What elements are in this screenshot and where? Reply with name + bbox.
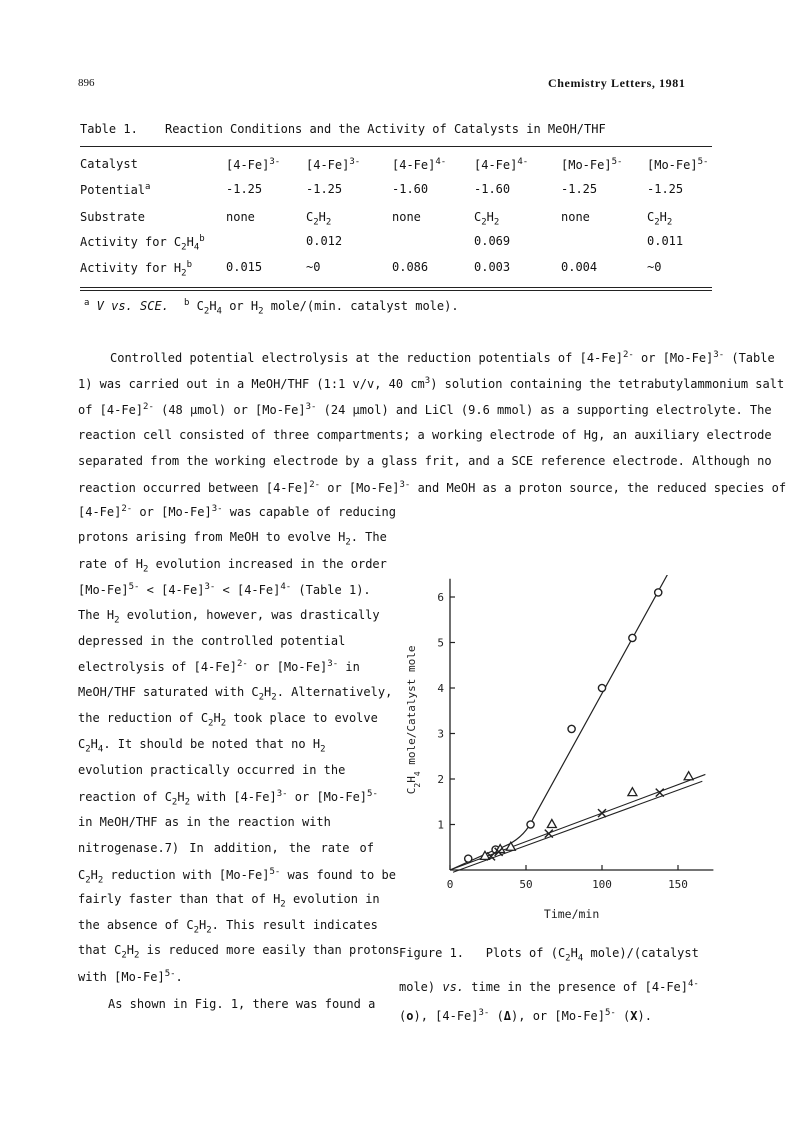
y-tick-label: 5 [437,636,444,650]
table-cell: $[4-Fe]^{4-}$ [474,157,529,172]
text-line: Controlled potential electrolysis at the reduction potentials of $[4-Fe]^{2-}$ or $[Mo-Fe]^{3-}$ (Table [110,350,775,365]
table-row-label: Activity for $C_2H_4^b$ [80,234,205,253]
table-cell: 0.012 [306,234,343,248]
table-cell: $C_2H_2$ [306,210,332,228]
table-cell: none [392,210,421,224]
text-line: reaction occurred between $[4-Fe]^{2-}$ or $[Mo-Fe]^{3-}$ and MeOH as a proton source, the reduced species of [78,480,787,495]
text-line: fairly faster than that of $H_2$ evolution in [78,892,380,910]
table-row-label: Potential$^a$ [80,182,151,197]
table-cell: $[4-Fe]^{3-}$ [226,157,281,172]
curve-4fe4 [450,575,669,870]
table-top-rule [80,146,712,147]
table-bottom-rule-2 [80,290,712,291]
x-tick-label: 50 [519,878,533,891]
text-line: of $[4-Fe]^{2-}$ (48 μmol) or $[Mo-Fe]^{3-}$ (24 μmol) and LiCl (9.6 mmol) as a supporting electrolyte. The [78,402,772,417]
footnote-a: V vs. SCE. [96,299,169,313]
x-tick-label: 150 [668,878,688,891]
y-tick-label: 4 [437,682,444,695]
y-tick-label: 1 [437,818,444,832]
footnote-b-mark: b [184,298,190,308]
marker-circle [568,725,575,732]
footnote-b: $C_2H_4$ or $H_2$ mole/(min. catalyst mole). [196,299,459,317]
x-tick-label: 100 [592,878,612,891]
table-cell: 0.015 [226,260,263,274]
text-line: the reduction of $C_2H_2$ took place to evolve [78,711,378,729]
marker-circle [465,855,472,862]
table-cell: 0.086 [392,260,429,274]
table-cell: $C_2H_2$ [474,210,500,228]
text-line: As shown in Fig. 1, there was found a [108,997,376,1011]
y-tick-label: 3 [437,727,444,741]
table-cell: 0.003 [474,260,511,274]
footnote-a-mark: a [84,298,90,308]
marker-circle [527,821,534,828]
table-cell: none [561,210,590,224]
table-cell: 0.069 [474,234,511,248]
text-line: reaction of $C_2H_2$ with $[4-Fe]^{3-}$ or $[Mo-Fe]^{5-}$ [78,789,378,808]
figure-caption: Figure 1. Plots of ($C_2H_4$ mole)/(catalyst mole) vs. time in the presence of $[4-Fe]^{4-}$ (o), $[4-Fe]^{3-}$ (Δ), or $[Mo-Fe]^{5-}$ (X). [399,946,699,1024]
page-number: 896 [78,77,95,89]
table-footnote-b [184,298,459,316]
text-line: that $C_2H_2$ is reduced more easily than protons [78,943,400,961]
table-row-label: Activity for $H_2^b$ [80,260,192,279]
table-caption: Reaction Conditions and the Activity of Catalysts in MeOH/THF [165,122,606,136]
table-cell: $[Mo-Fe]^{5-}$ [647,157,709,172]
text-line: protons arising from MeOH to evolve $H_2$. The [78,530,387,548]
text-line: rate of $H_2$ evolution increased in the order [78,557,387,575]
table-footnotes [84,298,169,313]
marker-triangle [547,820,556,828]
table-cell: $[4-Fe]^{3-}$ [306,157,361,172]
table-cell: -1.25 [226,182,263,196]
text-line: The $H_2$ evolution, however, was drastically [78,608,380,626]
marker-circle [655,589,662,596]
journal-header: Chemistry Letters, 1981 [548,76,686,90]
table-cell: ~0 [306,260,321,274]
table-cell: $C_2H_2$ [647,210,673,228]
table-bottom-rule [80,287,712,288]
text-line: the absence of $C_2H_2$. This result indicates [78,918,378,936]
table-row-label: Catalyst [80,157,138,171]
marker-x [598,809,606,817]
line-mofe5 [453,781,702,872]
text-line: MeOH/THF saturated with $C_2H_2$. Alternatively, [78,685,393,703]
text-line: separated from the working electrode by a glass frit, and a SCE reference electrode. Although no [78,454,772,468]
table-cell: -1.60 [474,182,511,196]
text-line: $[4-Fe]^{2-}$ or $[Mo-Fe]^{3-}$ was capable of reducing [78,504,396,519]
y-tick-label: 2 [437,773,444,786]
text-line: $C_2H_4$. It should be noted that no $H_2$ [78,737,326,755]
y-axis-label: $C_2H_4$ mole/Catalyst mole [405,645,422,795]
marker-triangle [628,788,637,796]
text-line: $C_2H_2$ reduction with $[Mo-Fe]^{5-}$ was found to be [78,867,396,886]
table-cell: -1.60 [392,182,429,196]
text-line: evolution practically occurred in the [78,763,346,777]
table-cell: -1.25 [647,182,684,196]
table-cell: 0.011 [647,234,684,248]
text-line: with $[Mo-Fe]^{5-}$. [78,969,183,984]
table-cell: -1.25 [306,182,343,196]
text-line: reaction cell consisted of three compartments; a working electrode of Hg, an auxiliary electrode [78,428,772,442]
text-line: electrolysis of $[4-Fe]^{2-}$ or $[Mo-Fe]^{3-}$ in [78,659,360,674]
table-cell: none [226,210,255,224]
table-caption-label: Table 1. [80,122,138,136]
table-cell: $[Mo-Fe]^{5-}$ [561,157,623,172]
text-line: nitrogenase.7) In addition, the rate of [78,841,374,855]
text-line: in MeOH/THF as in the reaction with [78,815,331,829]
line-4fe3 [450,774,705,870]
text-line: $[Mo-Fe]^{5-} < [4-Fe]^{3-} < [4-Fe]^{4-}$ (Table 1). [78,582,371,597]
x-axis-label: Time/min [543,907,600,921]
marker-triangle [684,772,693,780]
y-tick-label: 6 [437,591,444,604]
x-tick-label: 0 [446,878,454,891]
text-line: 1) was carried out in a MeOH/THF (1:1 v/v, 40 $cm^3$) solution containing the tetrabutylammonium salt [78,376,785,391]
figure-1-chart [395,575,725,925]
text-line: depressed in the controlled potential [78,634,346,648]
table-cell: $[4-Fe]^{4-}$ [392,157,447,172]
table-row-label: Substrate [80,210,146,224]
table-cell: -1.25 [561,182,598,196]
marker-circle [598,684,605,691]
marker-circle [629,634,636,641]
table-cell: 0.004 [561,260,598,274]
table-cell: ~0 [647,260,662,274]
